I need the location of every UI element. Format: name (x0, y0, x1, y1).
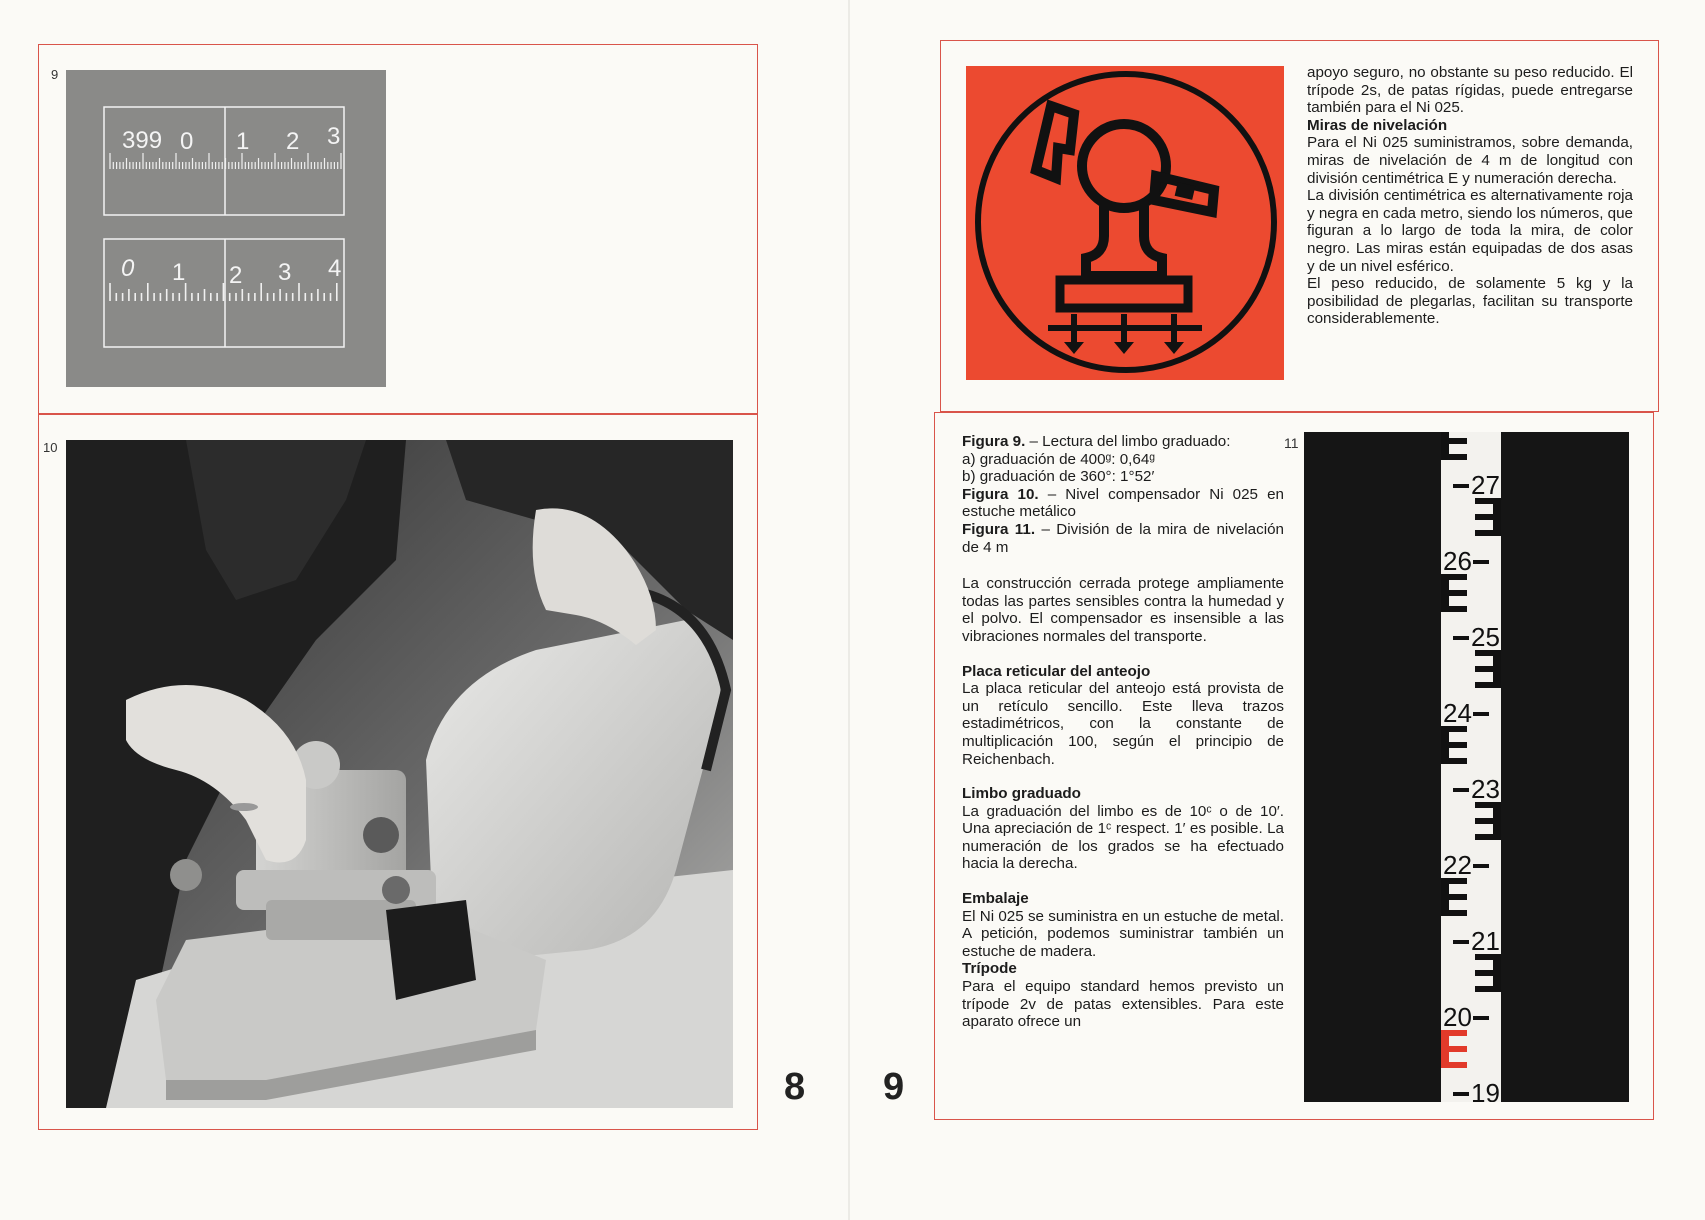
fig11-label: 11 (1284, 435, 1299, 451)
scale-num: 3 (278, 259, 292, 286)
fig9-label: 9 (51, 67, 59, 82)
caption-fig11-label: Figura 11. (962, 520, 1036, 538)
top-paragraph: apoyo seguro, no obstante su peso reducido. El trípode 2s, de patas rígidas, puede entregarse también para el Ni 025. (1307, 64, 1633, 117)
scale-num: 2 (286, 128, 300, 155)
staff-e-bar (1441, 454, 1467, 460)
staff-e-bar (1475, 818, 1501, 824)
staff-dash (1453, 636, 1469, 640)
scale-num: 1 (236, 128, 250, 155)
staff-e-bar (1475, 682, 1501, 688)
scale-num: 0 (121, 255, 135, 282)
caption-fig10-label: Figura 10. (962, 485, 1039, 503)
caption-fig9-a: a) graduación de 400ᵍ: 0,64ᵍ (962, 450, 1155, 468)
scale-num: 4 (328, 255, 342, 282)
staff-number: 23 (1471, 774, 1500, 804)
caption-fig9-label: Figura 9. (962, 433, 1026, 450)
heading-limbo: Limbo graduado (962, 785, 1081, 803)
staff-number: 24 (1443, 698, 1472, 728)
heading-miras: Miras de nivelación (1307, 116, 1448, 134)
heading-embalaje: Embalaje (962, 890, 1029, 908)
spine-fold (848, 0, 850, 1220)
staff-e-bar (1441, 894, 1467, 900)
miras-paragraph-2: La división centimétrica es alternativamente roja y negra en cada metro, siendo los números, que figuran a lo largo de toda la mira, de color negro. Las miras están equipadas de dos asas y de un nivel esférico. (1307, 187, 1633, 275)
staff-dash (1453, 940, 1469, 944)
construction-paragraph: La construcción cerrada protege ampliamente todas las partes sensibles contra la humedad y el polvo. El compensador es insensible a las vibraciones normales del transporte. (962, 575, 1284, 645)
staff-drawing (1304, 432, 1629, 1102)
staff-e-bar (1441, 590, 1467, 596)
staff-e-bar (1441, 1046, 1467, 1052)
staff-number: 26 (1443, 546, 1472, 576)
staff-e-bar (1475, 530, 1501, 536)
graduated-circle-readings (66, 70, 386, 387)
staff-e-bar (1475, 514, 1501, 520)
scale-num: 2 (229, 262, 243, 289)
scale-num: 3 (327, 123, 341, 150)
ticks-360deg (110, 283, 337, 301)
staff-e-bar (1475, 834, 1501, 840)
staff-number: 22 (1443, 850, 1472, 880)
staff-e-bar (1441, 1062, 1467, 1068)
staff-e-bar (1475, 986, 1501, 992)
staff-number: 25 (1471, 622, 1500, 652)
caption-fig9 (962, 433, 1284, 451)
caption-fig9-b: b) graduación de 360°: 1°52′ (962, 468, 1155, 486)
staff-e-bar (1441, 758, 1467, 764)
staff-dash (1473, 712, 1489, 716)
tripode-paragraph: Para el equipo standard hemos previsto un trípode 2v de patas extensibles. Para este aparato ofrece un (962, 978, 1284, 1031)
caption-fig10-text: – Nivel compensador Ni 025 en estuche metálico (962, 485, 1284, 521)
embalaje-paragraph: El Ni 025 se suministra en un estuche de metal. A petición, podemos suministrar también un estuche de madera. (962, 907, 1284, 960)
caption-fig11 (962, 521, 1284, 556)
levelling-staff-photo (1304, 432, 1629, 1102)
scale-num: 0 (180, 128, 194, 155)
limbo-paragraph: La graduación del limbo es de 10ᶜ o de 10′. Una apreciación de 1ᶜ respect. 1′ es posible. La numeración de los grados se ha efectuado hacia la derecha. (962, 802, 1284, 873)
captions-and-body (962, 433, 1284, 1031)
staff-dash (1453, 484, 1469, 488)
staff-e-bar (1441, 606, 1467, 612)
staff-dash (1453, 1092, 1469, 1096)
staff-e-bar (1475, 970, 1501, 976)
heading-placa: Placa reticular del anteojo (962, 662, 1151, 680)
miras-text-block (1307, 64, 1633, 328)
staff-number: 20 (1443, 1002, 1472, 1032)
scale-drawing (66, 70, 386, 387)
heading-tripode: Trípode (962, 960, 1017, 978)
staff-dash (1453, 788, 1469, 792)
caption-fig9-text: – Lectura del limbo graduado: (1025, 433, 1231, 450)
scale-num: 399 (122, 127, 163, 154)
staff-dash (1473, 560, 1489, 564)
staff-number: 19 (1471, 1078, 1500, 1102)
logo-drawing (966, 66, 1284, 380)
red-instrument-logo (966, 66, 1284, 380)
miras-paragraph-1: Para el Ni 025 suministramos, sobre demanda, miras de nivelación de 4 m de longitud con división centimétrica E y numeración derecha. (1307, 134, 1633, 187)
photo-level-in-metal-case (66, 440, 733, 1108)
photo-illustration (66, 440, 733, 1108)
staff-number: 27 (1471, 470, 1500, 500)
page-number-right: 9 (883, 1066, 905, 1108)
staff-e-bar (1441, 910, 1467, 916)
scale-num: 1 (172, 259, 186, 286)
caption-fig10 (962, 486, 1284, 521)
caption-fig11-text: – División de la mira de nivelación de 4 m (962, 520, 1284, 556)
page-number-left: 8 (784, 1066, 806, 1108)
staff-e-bar (1441, 438, 1467, 444)
staff-e-bar (1475, 666, 1501, 672)
placa-paragraph: La placa reticular del anteojo está provista de un retículo sencillo. Este lleva trazos estadimétricos, con la constante de multiplicación 100, según el principio de Reichenbach. (962, 680, 1284, 768)
fig10-label: 10 (43, 440, 58, 455)
staff-dash (1473, 864, 1489, 868)
miras-paragraph-3: El peso reducido, de solamente 5 kg y la posibilidad de plegarlas, facilitan su transporte considerablemente. (1307, 275, 1633, 328)
staff-dash (1473, 1016, 1489, 1020)
staff-number: 21 (1471, 926, 1500, 956)
staff-e-bar (1441, 742, 1467, 748)
